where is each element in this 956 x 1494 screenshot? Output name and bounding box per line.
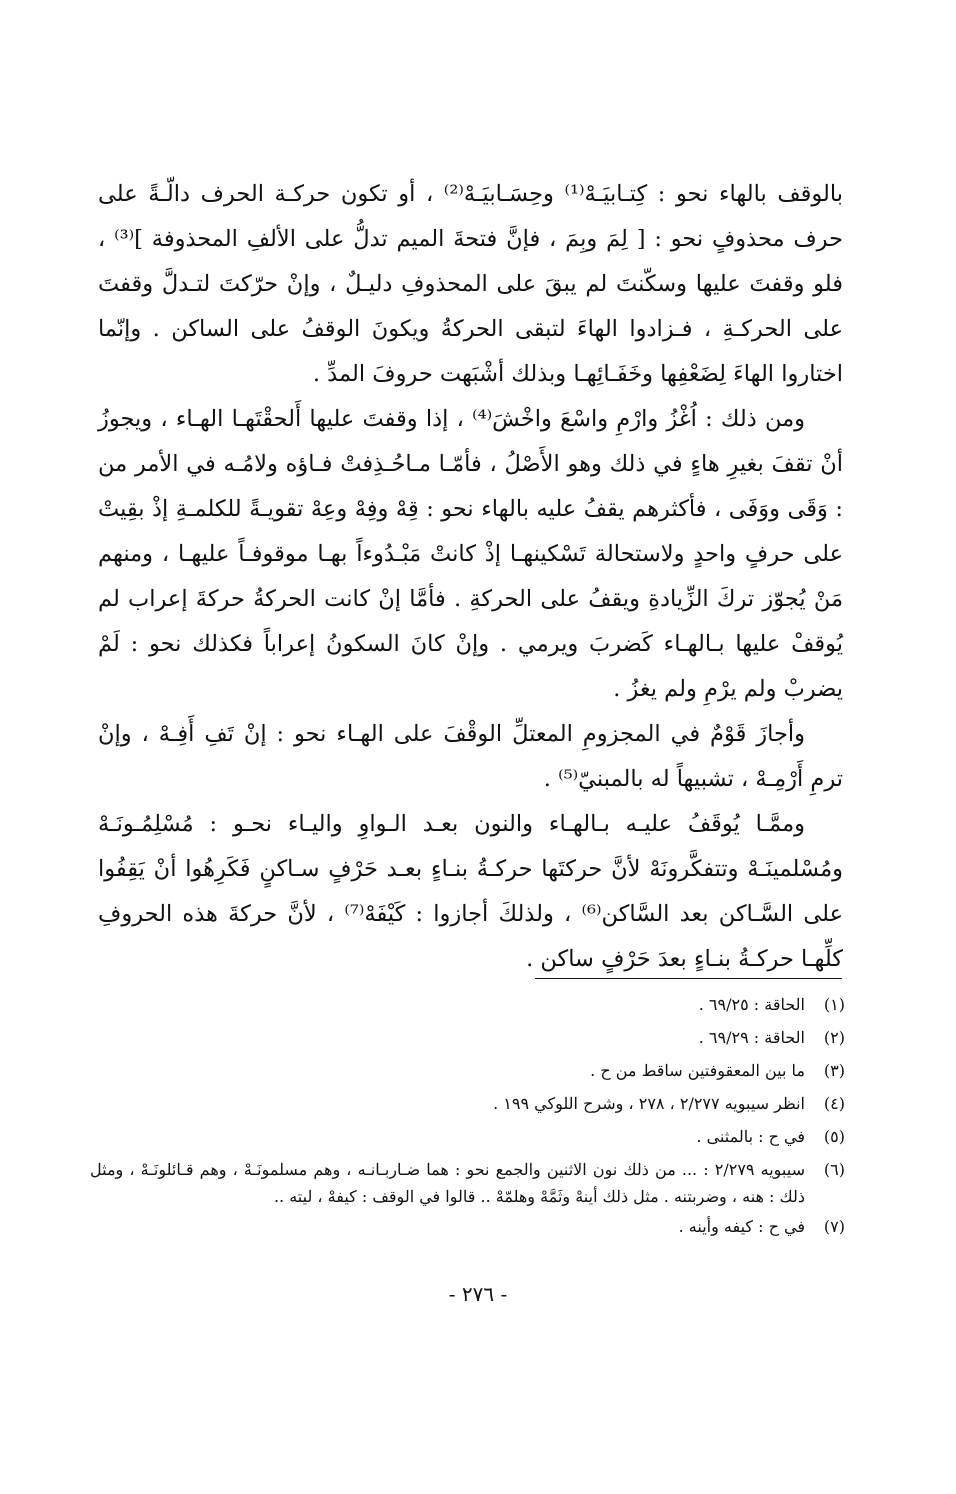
footnote-1 [90,988,845,1021]
footnote-6 [90,1153,845,1210]
main-text [98,172,843,982]
footnote-number: (٧) [823,1217,845,1236]
paragraph-3: وأجازَ قَوْمٌ في المجزومِ المعتلِّ الوقْفَ على الهـاء نحو : إنْ تَفِ أَفِـهْ ، وإنْ ترمِ أَرْمِـهْ ، تشبيهاً له بالمبنيّ⁽⁵⁾ . [98,721,843,792]
footnote-separator [535,978,842,979]
footnote-text: الحاقة : ٦٩/٢٩ . [698,1028,805,1047]
footnote-2 [90,1021,845,1054]
footnote-number: (٣) [823,1061,845,1080]
paragraph-1: بالوقف بالهاء نحو : كِتـابيَـهْ⁽¹⁾ وحِسَـابيَـهْ⁽²⁾ ، أو تكون حركـة الحرف دالّـةً على حرف محذوفٍ نحو : [ لِمَ وبِمَ ، فإنَّ فتحةَ الميم تدلُّ على الألفِ المحذوفة ]⁽³⁾ ، فلو وقفتَ عليها وسكّنتَ لم يبقَ على المحذوفِ دليـلٌ ، وإنْ حرّكتَ لتـدلَّ وقفتَ على الحركـةِ ، فـزادوا الهاءَ لتبقى الحركةُ ويكونَ الوقفُ على الساكن . وإنّما اختاروا الهاءَ لِضَعْفِها وخَفَـائِهـا وبذلك أشْبَهت حروفَ المدِّ . [98,181,843,387]
page-number: - ٢٧٦ - [448,1282,508,1306]
footnote-number: (٦) [823,1160,845,1179]
footnote-4 [90,1087,845,1120]
footnote-text: انظر سيبويه ٢/٢٧٧ ، ٢٧٨ ، وشرح اللوكي ١٩٩ . [493,1094,805,1113]
footnotes [90,988,845,1243]
paragraph-2: ومن ذلك : اُغْزُ وارْمِ واسْعَ واخْشَ⁽⁴⁾ ، إذا وقفتَ عليها أَلحقْتَهـا الهـاء ، ويجوزُ أنْ تقفَ بغيرِ هاءٍ في ذلك وهو الأَصْلُ ، فأمّـا مـاحُـذِفتْ فـاؤه ولامُـه في الأمر من : وَقَى ووَفَى ، فأكثرهم يقفُ عليه بالهاء نحو : قِهْ وفِهْ وعِهْ تقويـةً للكلمـةِ إذْ بقِيتْ على حرفٍ واحدٍ ولاستحالة تَسْكينهـا إذْ كانتْ مَبْـدُوءاً بهـا موقوفـاً عليهـا ، ومنهم مَنْ يُجوّز تركَ الزِّيادةِ ويقفُ على الحركةِ . فأمَّا إنْ كانت الحركةُ حركةَ إعراب لم يُوقفْ عليها بـالهـاء كَضربَ ويرمي . وإنْ كانَ السكونُ إعراباً فكذلك نحو : لَمْ يضربْ ولم يرْمِ ولم يغزُ . [98,406,843,702]
footnote-number: (٤) [823,1094,845,1113]
footnote-number: (٢) [823,1028,845,1047]
footnote-text: الحاقة : ٦٩/٢٥ . [698,995,805,1014]
footnote-text: في ح : بالمثنى . [696,1127,805,1146]
footnote-7 [90,1210,845,1243]
footnote-text: سيبويه ٢/٢٧٩ : ... من ذلك نون الاثنين والجمع نحو : هما ضـاربـانـه ، وهم مسلمونَـهْ ، وهم قـائلونَـهْ ، ومثل ذلك : هنه ، وضربتنه . مثل ذلك أينهْ وثَمَّهْ وهلمّهْ .. قالوا في الوقف : كيفهْ ، ليته .. [90,1160,805,1206]
footnote-text: ما بين المعقوفتين ساقط من ح . [590,1061,805,1080]
footnote-number: (٥) [823,1127,845,1146]
footnote-text: في ح : كيفه وأينه . [678,1217,805,1236]
paragraph-4: وممَّـا يُوقَفُ عليـه بـالهـاء والنون بعـد الـواوِ واليـاء نحـو : مُسْلِمُـونَـهْ ومُسْلمينَـهْ وتتفكَّرونَهْ لأنَّ حركتَها حركـةُ بنـاءٍ بعـد حَرْفٍ سـاكنٍ فَكَرِهُوا أنْ يَقِفُوا على السَّـاكن بعد السَّاكن⁽⁶⁾ ، ولذلكَ أجازوا : كَيْفَهْ⁽⁷⁾ ، لأنَّ حركةَ هذه الحروفِ كلِّهـا حركـةُ بنـاءٍ بعدَ حَرْفٍ ساكن . [98,811,843,972]
footnote-3 [90,1054,845,1087]
footnote-number: (١) [823,995,845,1014]
footnote-5 [90,1120,845,1153]
